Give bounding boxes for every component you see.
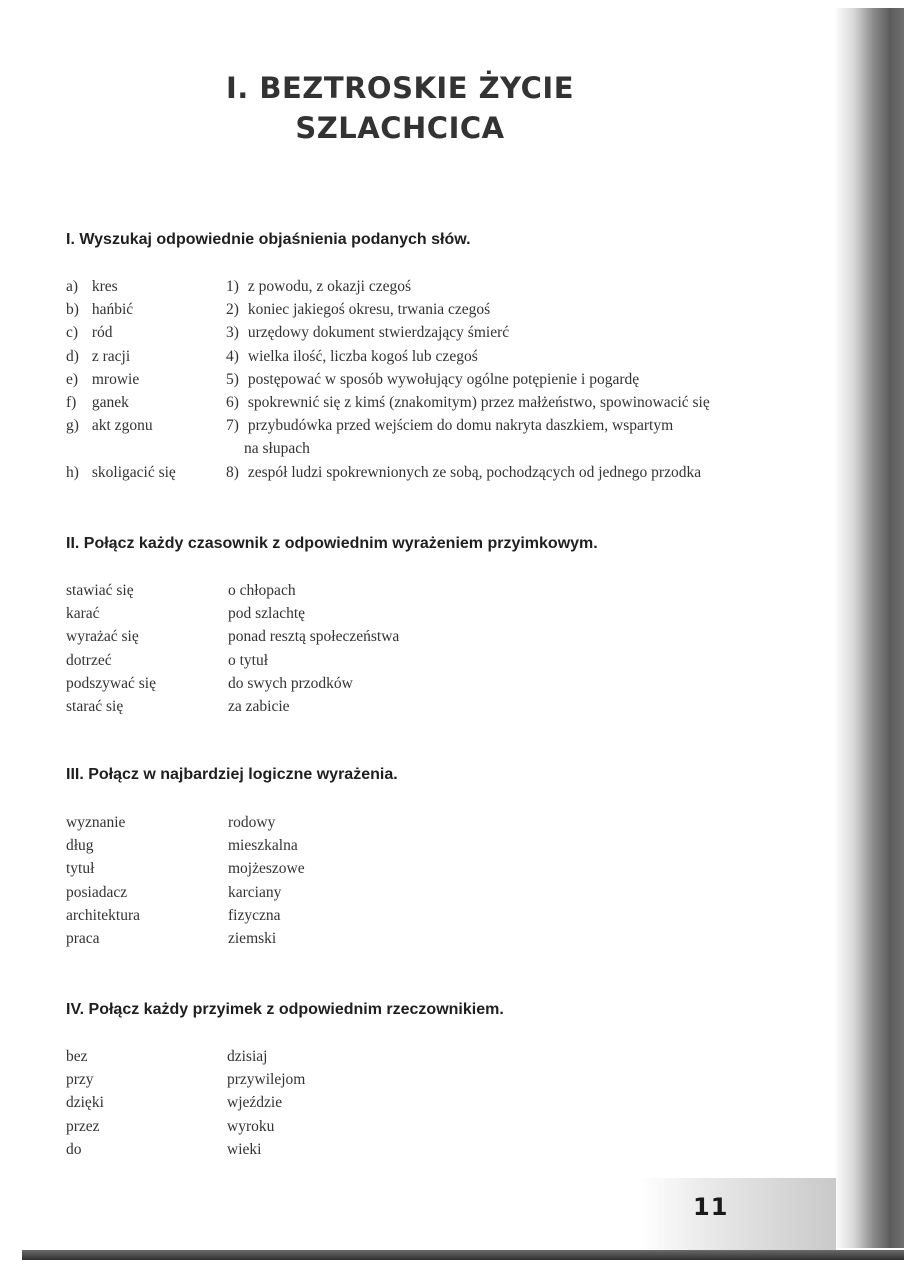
list-item: stawiać się (66, 582, 134, 599)
list-item: o tytuł (228, 651, 269, 669)
list-item: pod szlachtę (228, 605, 306, 623)
list-item: starać się (66, 697, 124, 715)
list-item: wieki (227, 1140, 262, 1158)
scan-bottom-edge (22, 1250, 904, 1260)
section-1-heading: I. Wyszukaj odpowiednie objaśnienia podanych słów. (66, 231, 471, 248)
list-item: karciany (228, 883, 282, 901)
list-item: do swych przodków (228, 674, 353, 692)
list-item: za zabicie (228, 697, 290, 715)
list-item: wyrażać się (66, 628, 139, 646)
word-item: a) kres (66, 278, 118, 295)
list-item: wyroku (227, 1117, 275, 1135)
list-item: rodowy (228, 814, 276, 831)
section-4-left-column (66, 1045, 104, 1161)
list-item: ziemski (228, 929, 277, 947)
list-item: do (66, 1140, 82, 1158)
definition-item: 3) urzędowy dokument stwierdzający śmierć (226, 324, 510, 342)
list-item: wjeździe (227, 1094, 283, 1112)
section-3-left-column (66, 811, 140, 950)
list-item: praca (66, 929, 100, 947)
section-3-heading: III. Połącz w najbardziej logiczne wyrażenia. (66, 766, 398, 783)
section-2-heading: II. Połącz każdy czasownik z odpowiednim wyrażeniem przyimkowym. (66, 535, 598, 552)
list-item: mieszkalna (228, 837, 298, 855)
definition-item: 7) przybudówka przed wejściem do domu nakryta daszkiem, wspartym (226, 417, 674, 435)
section-1-definitions (226, 275, 710, 484)
word-item: d) z racji (66, 347, 131, 365)
list-item: przywilejom (227, 1071, 306, 1089)
chapter-title-line2: SZLACHCICA (295, 111, 505, 145)
section-3-right-column (228, 811, 305, 950)
list-item: tytuł (66, 860, 95, 878)
definition-item: 8) zespół ludzi spokrewnionych ze sobą, pochodzących od jednego przodka (226, 463, 702, 481)
list-item: mojżeszowe (228, 860, 305, 878)
section-1-words (66, 275, 176, 484)
word-item: f) ganek (66, 393, 129, 411)
word-item: e) mrowie (66, 370, 140, 388)
list-item: dotrzeć (66, 651, 112, 669)
definition-item: 1) z powodu, z okazji czegoś (226, 278, 411, 295)
scan-edge-shadow (834, 8, 904, 1248)
list-item: dzięki (66, 1094, 104, 1112)
list-item: podszywać się (66, 674, 156, 692)
list-item: architektura (66, 906, 141, 924)
word-item: b) hańbić (66, 301, 134, 319)
list-item: przy (66, 1071, 94, 1089)
page-number-tab (640, 1178, 836, 1250)
section-2-right-column (228, 579, 399, 718)
list-item: dług (66, 837, 94, 855)
section-4-right-column (227, 1045, 305, 1161)
section-2-left-column (66, 579, 156, 718)
definition-item: 5) postępować w sposób wywołujący ogólne potępienie i pogardę (226, 370, 640, 388)
list-item: bez (66, 1048, 88, 1065)
definition-item: 4) wielka ilość, liczba kogoś lub czegoś (226, 347, 478, 365)
definition-item: 6) spokrewnić się z kimś (znakomitym) przez małżeństwo, spowinowacić się (226, 393, 710, 411)
definition-continuation: na słupach (244, 440, 310, 458)
definition-item: 2) koniec jakiegoś okresu, trwania czegoś (226, 301, 491, 319)
word-item: h) skoligacić się (66, 463, 176, 481)
list-item: przez (66, 1117, 100, 1135)
list-item: karać (66, 605, 100, 623)
list-item: fizyczna (228, 906, 281, 924)
word-spacer (66, 437, 176, 460)
word-item: g) akt zgonu (66, 417, 153, 435)
list-item: ponad resztą społeczeństwa (228, 628, 400, 646)
list-item: wyznanie (66, 814, 126, 831)
chapter-title (150, 68, 650, 148)
list-item: dzisiaj (227, 1048, 268, 1065)
list-item: posiadacz (66, 883, 128, 901)
word-item: c) ród (66, 324, 113, 342)
list-item: o chłopach (228, 582, 296, 599)
chapter-title-line1: I. BEZTROSKIE ŻYCIE (225, 71, 575, 105)
section-4-heading: IV. Połącz każdy przyimek z odpowiednim rzeczownikiem. (66, 1001, 504, 1018)
page-number: 11 (693, 1193, 729, 1221)
